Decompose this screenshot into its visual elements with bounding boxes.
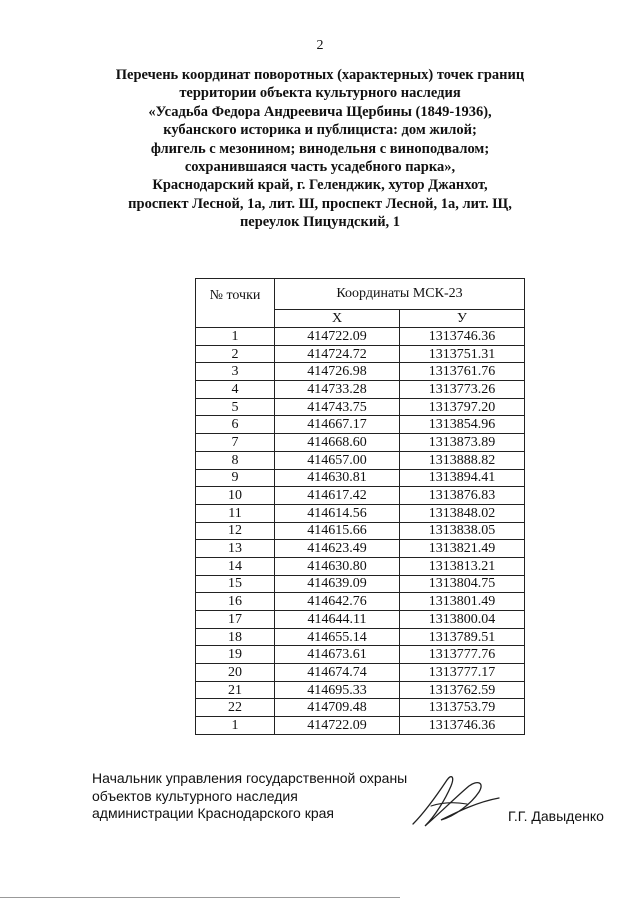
cell-y: 1313838.05 <box>400 522 525 540</box>
cell-y: 1313777.76 <box>400 646 525 664</box>
table-row <box>196 628 525 646</box>
cell-x: 414617.42 <box>275 487 400 505</box>
header-x: X <box>275 310 400 328</box>
cell-x: 414743.75 <box>275 398 400 416</box>
bottom-edge-line <box>0 897 400 898</box>
cell-y: 1313777.17 <box>400 664 525 682</box>
cell-point-number: 14 <box>196 557 275 575</box>
cell-point-number: 13 <box>196 540 275 558</box>
table-row <box>196 593 525 611</box>
cell-y: 1313746.36 <box>400 717 525 735</box>
cell-y: 1313801.49 <box>400 593 525 611</box>
cell-point-number: 17 <box>196 611 275 629</box>
table-row <box>196 363 525 381</box>
header-point-number: № точки <box>196 279 275 328</box>
cell-point-number: 1 <box>196 717 275 735</box>
coordinates-table-body <box>196 328 525 735</box>
table-row <box>196 398 525 416</box>
title-line: переулок Пицундский, 1 <box>239 214 401 231</box>
cell-x: 414655.14 <box>275 628 400 646</box>
position-line: администрации Краснодарского края <box>92 805 334 821</box>
cell-point-number: 7 <box>196 434 275 452</box>
table-row <box>196 646 525 664</box>
document-title <box>60 66 580 232</box>
cell-y: 1313753.79 <box>400 699 525 717</box>
cell-point-number: 5 <box>196 398 275 416</box>
table-row <box>196 664 525 682</box>
table-row <box>196 451 525 469</box>
cell-x: 414639.09 <box>275 575 400 593</box>
title-line: Краснодарский край, г. Геленджик, хутор Джанхот, <box>152 177 488 194</box>
cell-x: 414726.98 <box>275 363 400 381</box>
cell-y: 1313762.59 <box>400 681 525 699</box>
position-line: Начальник управления государственной охраны <box>92 770 408 786</box>
cell-x: 414724.72 <box>275 345 400 363</box>
cell-x: 414668.60 <box>275 434 400 452</box>
table-row <box>196 381 525 399</box>
table-row <box>196 345 525 363</box>
cell-x: 414644.11 <box>275 611 400 629</box>
title-line: проспект Лесной, 1а, лит. Ш, проспект Лесной, 1а, лит. Щ, <box>128 195 512 212</box>
cell-y: 1313821.49 <box>400 540 525 558</box>
cell-point-number: 2 <box>196 345 275 363</box>
cell-x: 414674.74 <box>275 664 400 682</box>
signatory-name: Г.Г. Давыденко <box>508 808 604 824</box>
cell-y: 1313848.02 <box>400 504 525 522</box>
cell-point-number: 3 <box>196 363 275 381</box>
title-line: кубанского историка и публициста: дом жилой; <box>163 122 477 139</box>
cell-point-number: 21 <box>196 681 275 699</box>
cell-y: 1313894.41 <box>400 469 525 487</box>
title-line: сохранившаяся часть усадебного парка», <box>184 159 456 176</box>
cell-x: 414709.48 <box>275 699 400 717</box>
cell-point-number: 20 <box>196 664 275 682</box>
cell-y: 1313873.89 <box>400 434 525 452</box>
cell-point-number: 18 <box>196 628 275 646</box>
cell-point-number: 1 <box>196 328 275 346</box>
cell-point-number: 9 <box>196 469 275 487</box>
table-row <box>196 540 525 558</box>
table-row <box>196 611 525 629</box>
table-row <box>196 699 525 717</box>
table-row <box>196 681 525 699</box>
title-line: Перечень координат поворотных (характерных) точек границ <box>115 67 525 83</box>
cell-x: 414667.17 <box>275 416 400 434</box>
cell-y: 1313876.83 <box>400 487 525 505</box>
cell-y: 1313751.31 <box>400 345 525 363</box>
table-row <box>196 504 525 522</box>
cell-x: 414630.80 <box>275 557 400 575</box>
cell-x: 414657.00 <box>275 451 400 469</box>
cell-y: 1313797.20 <box>400 398 525 416</box>
cell-y: 1313854.96 <box>400 416 525 434</box>
cell-x: 414722.09 <box>275 328 400 346</box>
page-number: 2 <box>316 38 324 53</box>
cell-point-number: 10 <box>196 487 275 505</box>
signatory-position <box>92 770 407 823</box>
cell-point-number: 12 <box>196 522 275 540</box>
cell-x: 414673.61 <box>275 646 400 664</box>
cell-point-number: 8 <box>196 451 275 469</box>
cell-x: 414695.33 <box>275 681 400 699</box>
cell-y: 1313746.36 <box>400 328 525 346</box>
table-row <box>196 416 525 434</box>
cell-point-number: 4 <box>196 381 275 399</box>
position-line: объектов культурного наследия <box>92 787 298 804</box>
cell-x: 414630.81 <box>275 469 400 487</box>
title-line: «Усадьба Федора Андреевича Щербины (1849-1936), <box>148 103 492 120</box>
title-line: флигель с мезонином; винодельня с виноподвалом; <box>150 140 490 157</box>
cell-point-number: 19 <box>196 646 275 664</box>
cell-point-number: 15 <box>196 575 275 593</box>
table-row <box>196 522 525 540</box>
signature-icon <box>395 772 505 832</box>
cell-y: 1313813.21 <box>400 557 525 575</box>
coordinates-table <box>195 278 525 735</box>
cell-x: 414615.66 <box>275 522 400 540</box>
table-row <box>196 434 525 452</box>
cell-point-number: 22 <box>196 699 275 717</box>
table-row <box>196 487 525 505</box>
cell-x: 414642.76 <box>275 593 400 611</box>
table-row <box>196 717 525 735</box>
cell-x: 414623.49 <box>275 540 400 558</box>
header-y: У <box>400 310 525 328</box>
cell-x: 414733.28 <box>275 381 400 399</box>
table-row <box>196 575 525 593</box>
table-row <box>196 469 525 487</box>
cell-point-number: 11 <box>196 504 275 522</box>
header-coordinates: Координаты МСК-23 <box>275 279 525 310</box>
cell-point-number: 6 <box>196 416 275 434</box>
cell-point-number: 16 <box>196 593 275 611</box>
cell-y: 1313773.26 <box>400 381 525 399</box>
cell-x: 414614.56 <box>275 504 400 522</box>
cell-y: 1313804.75 <box>400 575 525 593</box>
table-row <box>196 328 525 346</box>
cell-y: 1313789.51 <box>400 628 525 646</box>
table-row <box>196 557 525 575</box>
cell-y: 1313761.76 <box>400 363 525 381</box>
cell-x: 414722.09 <box>275 717 400 735</box>
cell-y: 1313888.82 <box>400 451 525 469</box>
title-line: территории объекта культурного наследия <box>179 85 461 102</box>
cell-y: 1313800.04 <box>400 611 525 629</box>
